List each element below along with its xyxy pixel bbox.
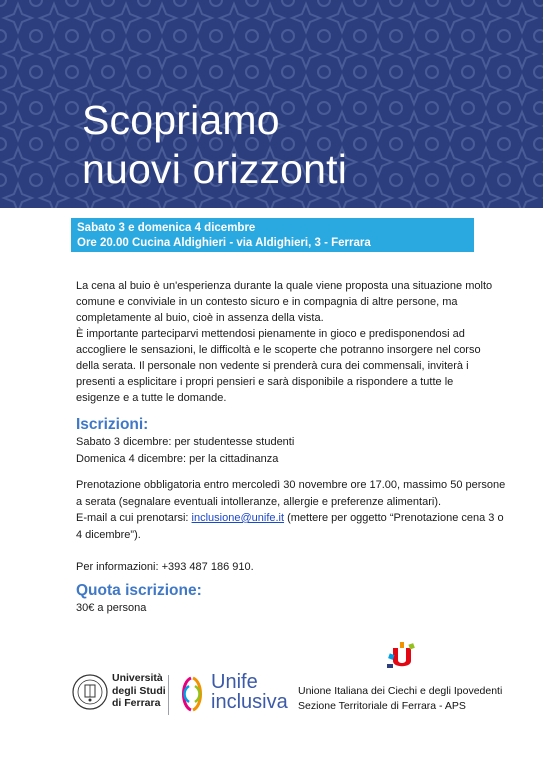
unife-inclusiva-wordmark bbox=[211, 672, 288, 712]
iscrizioni-line-2: Domenica 4 dicembre: per la cittadinanza bbox=[76, 452, 279, 465]
iscrizioni-list bbox=[76, 434, 506, 467]
email-prefix: E-mail a cui prenotarsi: bbox=[76, 512, 192, 524]
unife-name-line-3: di Ferrara bbox=[112, 697, 161, 709]
email-suffix: (mettere per oggetto “Prenotazione cena 3 o 4 dicembre”). bbox=[76, 512, 504, 541]
intro-text bbox=[76, 278, 496, 406]
unife-name-line-1: Università bbox=[112, 672, 163, 684]
unife-name-line-2: degli Studi bbox=[112, 684, 166, 697]
footer-divider bbox=[168, 675, 169, 715]
event-date: Sabato 3 e domenica 4 dicembre bbox=[77, 222, 256, 234]
unife-wordmark-line-1: Unife bbox=[211, 671, 258, 693]
uici-line-1: Unione Italiana dei Ciechi e degli Ipovedenti bbox=[298, 685, 503, 697]
title-line-2: nuovi orizzonti bbox=[82, 146, 348, 192]
prenotazione-section bbox=[76, 477, 506, 576]
prenotazione-text: Prenotazione obbligatoria entro mercoledì 30 novembre ore 17.00, massimo 50 persone a serata (segnalare eventuali intolleranze, allergie e preferenze alimentari). bbox=[76, 479, 506, 508]
uici-name bbox=[298, 684, 502, 713]
unife-inclusiva-logo bbox=[177, 674, 207, 714]
intro-paragraph-2: È importante parteciparvi mettendosi pienamente in gioco e predisponendosi ad accogliere le sensazioni, le difficoltà e le scoperte che potranno insorgere nel corso della serata. Il personale non vedente si prenderà cura dei commensali, inviterà i presenti a esplicitare i propri pensieri e sarà disponibile a rispondere a tutte le esigenze e a tutte le domande. bbox=[76, 328, 481, 404]
intro-paragraph-1: La cena al buio è un'esperienza durante la quale viene proposta una situazione molto comune e conviviale in un contesto sicuro e in compagnia di altre persone, ma completamente al buio, cioè in assenza della vista. bbox=[76, 280, 493, 324]
event-location: Ore 20.00 Cucina Aldighieri - via Aldighieri, 3 - Ferrara bbox=[77, 237, 371, 249]
unife-wordmark-line-2: inclusiva bbox=[211, 691, 288, 713]
uici-line-2: Sezione Territoriale di Ferrara - APS bbox=[298, 699, 466, 712]
unife-seal-logo bbox=[71, 670, 109, 714]
iscrizioni-heading: Iscrizioni: bbox=[76, 416, 149, 433]
event-info-banner bbox=[71, 218, 474, 252]
iscrizioni-line-1: Sabato 3 dicembre: per studentesse studenti bbox=[76, 436, 295, 448]
header-banner bbox=[0, 0, 543, 208]
title-line-1: Scopriamo bbox=[82, 97, 280, 143]
quota-value: 30€ a persona bbox=[76, 602, 147, 614]
email-link[interactable]: inclusione@unife.it bbox=[191, 512, 285, 524]
email-line bbox=[76, 510, 506, 543]
page-title bbox=[82, 96, 347, 194]
quota-heading: Quota iscrizione: bbox=[76, 582, 202, 599]
info-phone: Per informazioni: +393 487 186 910. bbox=[76, 561, 254, 573]
uici-logo bbox=[385, 640, 419, 674]
unife-name bbox=[112, 672, 166, 710]
